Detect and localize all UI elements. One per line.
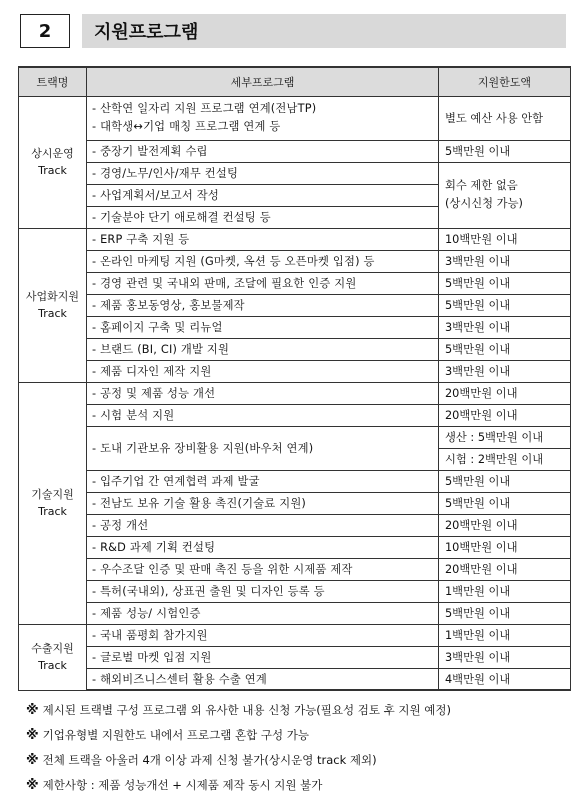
program-item-cell	[87, 558, 439, 580]
support-limit-cell	[439, 580, 571, 602]
program-item-text: - 제품 홍보동영상, 홍보물제작	[92, 299, 245, 312]
program-item-text: - ERP 구축 지원 등	[92, 233, 190, 246]
support-limit-cell: 생산 : 5백만원 이내	[439, 426, 571, 448]
support-limit-text: 5백만원 이내	[445, 145, 511, 158]
table-row	[19, 404, 571, 426]
program-item-text: - 경영/노무/인사/재무 컨설팅	[92, 167, 239, 180]
program-item-cell	[87, 404, 439, 426]
table-row	[19, 250, 571, 272]
program-item-text: - 해외비즈니스센터 활용 수출 연계	[92, 672, 268, 686]
support-limit-cell	[439, 360, 571, 382]
track-name-line: Track	[38, 307, 67, 320]
program-item-text: - 사업계획서/보고서 작성	[92, 189, 219, 202]
program-item-text: - 기술분야 단기 애로해결 컨설팅 등	[92, 211, 271, 224]
program-item-cell	[87, 228, 439, 250]
table-row	[19, 470, 571, 492]
table-row	[19, 536, 571, 558]
program-item-text: - R&D 과제 기획 컨설팅	[92, 541, 216, 554]
table-row	[19, 580, 571, 602]
support-limit-cell	[439, 338, 571, 360]
section-number: 2	[20, 14, 70, 48]
support-limit-text: 20백만원 이내	[445, 563, 518, 576]
track-name-line: Track	[38, 505, 67, 518]
support-limit-text: 3백만원 이내	[445, 255, 511, 268]
track-name-line: 사업화지원	[25, 290, 80, 303]
table-row	[19, 646, 571, 668]
table-header-row	[19, 67, 571, 96]
program-item-cell	[87, 382, 439, 404]
support-limit-text: 10백만원 이내	[445, 233, 518, 246]
program-item-text: - 대학생↔기업 매칭 프로그램 연계 등	[92, 120, 281, 133]
support-limit-cell	[439, 602, 571, 624]
program-item-cell	[87, 668, 439, 690]
support-limit-text: 5백만원 이내	[445, 607, 511, 620]
support-limit-text: (상시신청 가능)	[445, 197, 523, 210]
support-limit-cell	[439, 272, 571, 294]
support-limit-cell	[439, 470, 571, 492]
support-limit-text: 20백만원 이내	[445, 519, 518, 532]
support-limit-text: 5백만원 이내	[445, 475, 511, 488]
program-table	[18, 66, 571, 691]
support-limit-cell	[439, 404, 571, 426]
support-limit-cell	[439, 492, 571, 514]
program-item-text: - 중장기 발전계획 수립	[92, 145, 208, 158]
note-text: 전체 트랙을 아울러 4개 이상 과제 신청 불가(상시운영 track 제외)	[42, 753, 377, 767]
table-row	[19, 558, 571, 580]
support-limit-text: 3백만원 이내	[445, 365, 511, 378]
track-name-cell	[19, 96, 87, 228]
program-item-text: - 제품 성능/ 시험인증	[92, 607, 201, 620]
support-limit-cell	[439, 162, 571, 228]
note-item	[26, 698, 566, 723]
table-row	[19, 96, 571, 140]
track-name-line: 기술지원	[31, 488, 74, 501]
program-item-text: - 경영 관련 및 국내외 판매, 조달에 필요한 인증 지원	[92, 277, 357, 290]
program-item-cell	[87, 470, 439, 492]
note-item	[26, 723, 566, 748]
support-limit-cell	[439, 536, 571, 558]
table-row	[19, 162, 571, 184]
track-name-line: 상시운영	[31, 147, 74, 160]
support-limit-cell	[439, 558, 571, 580]
notes-section	[26, 698, 566, 798]
program-item-cell	[87, 536, 439, 558]
support-limit-text: 20백만원 이내	[445, 387, 518, 400]
support-limit-cell	[439, 140, 571, 162]
table-row	[19, 294, 571, 316]
support-limit-text: 10백만원 이내	[445, 541, 518, 554]
support-limit-cell: 시험 : 2백만원 이내	[439, 448, 571, 470]
column-header-track: 트랙명	[19, 67, 87, 96]
program-item-cell	[87, 360, 439, 382]
table-row	[19, 492, 571, 514]
program-item-cell	[87, 272, 439, 294]
program-item-cell	[87, 602, 439, 624]
track-name-cell	[19, 382, 87, 624]
program-item-cell	[87, 624, 439, 646]
track-name-cell	[19, 228, 87, 382]
program-item-cell	[87, 294, 439, 316]
table-row	[19, 360, 571, 382]
support-limit-cell	[439, 250, 571, 272]
program-item-text: - 도내 기관보유 장비활용 지원(바우처 연계)	[92, 442, 314, 455]
support-limit-text: 3백만원 이내	[445, 651, 511, 664]
program-item-cell	[87, 580, 439, 602]
note-item	[26, 773, 566, 798]
program-item-text: - 공정 개선	[92, 519, 149, 532]
program-item-text: - 산학연 일자리 지원 프로그램 연계(전남TP)	[92, 102, 317, 115]
support-limit-text: 3백만원 이내	[445, 321, 511, 334]
support-limit-cell	[439, 96, 571, 140]
support-limit-cell	[439, 316, 571, 338]
program-item-cell	[87, 206, 439, 228]
support-limit-text: 5백만원 이내	[445, 343, 511, 356]
program-item-text: - 공정 및 제품 성능 개선	[92, 387, 216, 400]
table-body	[19, 96, 571, 690]
support-limit-cell	[439, 646, 571, 668]
program-item-cell	[87, 250, 439, 272]
section-title: 지원프로그램	[82, 14, 566, 48]
program-item-text: - 입주기업 간 연계협력 과제 발굴	[92, 475, 260, 488]
program-item-text: - 시험 분석 지원	[92, 409, 175, 422]
table-row	[19, 426, 571, 448]
program-item-cell	[87, 426, 439, 470]
program-item-text: - 온라인 마케팅 지원 (G마켓, 옥션 등 오픈마켓 입점) 등	[92, 255, 375, 268]
program-item-cell	[87, 316, 439, 338]
support-limit-cell	[439, 382, 571, 404]
program-item-text: - 특허(국내외), 상표권 출원 및 디자인 등록 등	[92, 585, 325, 598]
program-item-cell	[87, 184, 439, 206]
column-header-limit: 지원한도액	[439, 67, 571, 96]
support-limit-text: 20백만원 이내	[445, 409, 518, 422]
note-mark: ※	[26, 728, 39, 743]
support-limit-cell	[439, 294, 571, 316]
track-name-cell	[19, 624, 87, 690]
support-limit-text: 회수 제한 없음	[445, 179, 518, 192]
support-limit-text: 5백만원 이내	[445, 299, 511, 312]
program-item-cell	[87, 140, 439, 162]
column-header-program: 세부프로그램	[87, 67, 439, 96]
note-text: 기업유형별 지원한도 내에서 프로그램 혼합 구성 가능	[42, 728, 309, 742]
track-name-line: Track	[38, 164, 67, 177]
table-row	[19, 272, 571, 294]
note-text: 제한사항 : 제품 성능개선 + 시제품 제작 동시 지원 불가	[42, 778, 323, 792]
table-row	[19, 228, 571, 250]
program-item-cell	[87, 646, 439, 668]
note-text: 제시된 트랙별 구성 프로그램 외 유사한 내용 신청 가능(필요성 검토 후 지원 예정)	[42, 703, 451, 717]
support-limit-cell	[439, 668, 571, 690]
table-row	[19, 668, 571, 690]
program-item-text: - 우수조달 인증 및 판매 촉진 등을 위한 시제품 제작	[92, 563, 353, 576]
support-limit-text: 별도 예산 사용 안함	[445, 112, 544, 125]
section-header	[18, 10, 568, 48]
note-mark: ※	[26, 778, 39, 793]
program-item-cell	[87, 492, 439, 514]
table-row	[19, 382, 571, 404]
track-name-line: Track	[38, 659, 67, 672]
table-row	[19, 316, 571, 338]
support-limit-text: 5백만원 이내	[445, 277, 511, 290]
support-limit-cell	[439, 228, 571, 250]
support-limit-text: 1백만원 이내	[445, 629, 511, 642]
table-row	[19, 338, 571, 360]
program-item-text: - 홈페이지 구축 및 리뉴얼	[92, 321, 223, 334]
note-mark: ※	[26, 753, 39, 768]
support-limit-text: 1백만원 이내	[445, 585, 511, 598]
program-item-text: - 국내 품평회 참가지원	[92, 629, 208, 642]
support-limit-text: 5백만원 이내	[445, 497, 511, 510]
table-row	[19, 602, 571, 624]
note-mark: ※	[26, 703, 39, 718]
program-item-cell	[87, 96, 439, 140]
program-item-cell	[87, 338, 439, 360]
program-item-text: - 글로벌 마켓 입점 지원	[92, 651, 212, 664]
program-item-cell	[87, 162, 439, 184]
support-limit-cell	[439, 624, 571, 646]
program-item-text: - 제품 디자인 제작 지원	[92, 365, 212, 378]
table-row	[19, 140, 571, 162]
note-item	[26, 748, 566, 773]
program-item-text: - 전남도 보유 기술 활용 촉진(기술료 지원)	[92, 497, 307, 510]
program-item-cell	[87, 514, 439, 536]
program-item-text: - 브랜드 (BI, CI) 개발 지원	[92, 343, 230, 356]
support-limit-text: 4백만원 이내	[445, 672, 511, 686]
table-row	[19, 624, 571, 646]
table-row	[19, 514, 571, 536]
support-limit-cell	[439, 514, 571, 536]
track-name-line: 수출지원	[31, 642, 74, 655]
